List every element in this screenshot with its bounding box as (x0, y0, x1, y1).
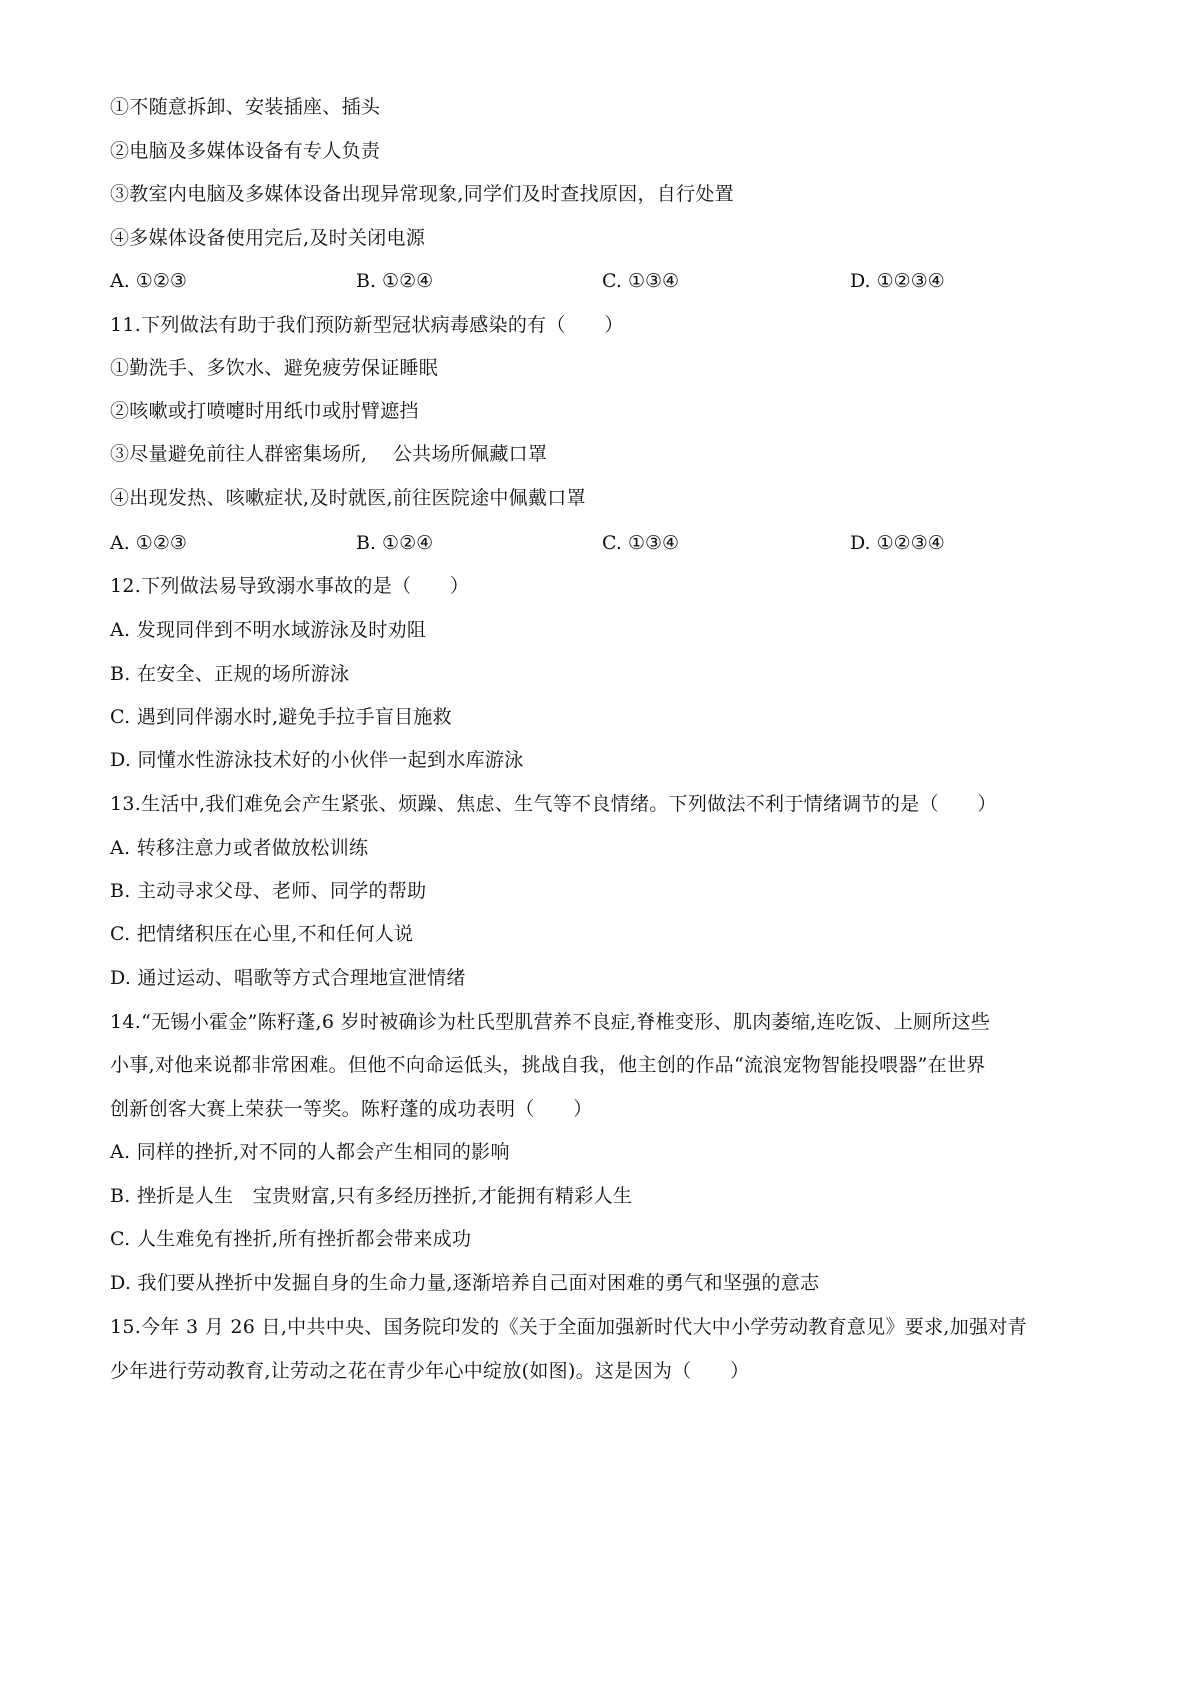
q12-option-a: A. 发现同伴到不明水域游泳及时劝阻 (110, 619, 427, 641)
q15-stem-line-1: 15.今年 3 月 26 日,中共中央、国务院印发的《关于全面加强新时代大中小学劳动教育意见》要求,加强对青 (110, 1316, 1027, 1338)
q14-option-b: B. 挫折是人生 宝贵财富,只有多经历挫折,才能拥有精彩人生 (110, 1185, 633, 1207)
q14-option-a: A. 同样的挫折,对不同的人都会产生相同的影响 (110, 1141, 510, 1163)
q10-option-d: D. ①②③④ (850, 270, 945, 292)
q14-option-c: C. 人生难免有挫折,所有挫折都会带来成功 (110, 1228, 472, 1250)
q11-option-b: B. ①②④ (356, 532, 434, 554)
q10-option-b: B. ①②④ (356, 270, 434, 292)
q15-stem-line-2: 少年进行劳动教育,让劳动之花在青少年心中绽放(如图)。这是因为（ ） (110, 1360, 750, 1382)
q11-stem: 11.下列做法有助于我们预防新型冠状病毒感染的有（ ） (110, 314, 624, 336)
q13-option-d: D. 通过运动、唱歌等方式合理地宣泄情绪 (110, 967, 466, 989)
q10-item-4: ④多媒体设备使用完后,及时关闭电源 (110, 227, 426, 249)
q14-option-d: D. 我们要从挫折中发掘自身的生命力量,逐渐培养自己面对困难的勇气和坚强的意志 (110, 1272, 820, 1294)
q10-option-a: A. ①②③ (110, 270, 187, 292)
q11-option-d: D. ①②③④ (850, 532, 945, 554)
q12-option-d: D. 同懂水性游泳技术好的小伙伴一起到水库游泳 (110, 749, 524, 771)
q11-item-4: ④出现发热、咳嗽症状,及时就医,前往医院途中佩戴口罩 (110, 487, 586, 509)
q11-option-c: C. ①③④ (602, 532, 680, 554)
q12-option-b: B. 在安全、正规的场所游泳 (110, 663, 350, 685)
q11-item-3: ③尽量避免前往人群密集场所, 公共场所佩藏口罩 (110, 443, 548, 465)
q10-item-1: ①不随意拆卸、安装插座、插头 (110, 96, 381, 118)
q11-option-a: A. ①②③ (110, 532, 187, 554)
q12-stem: 12.下列做法易导致溺水事故的是（ ） (110, 575, 470, 597)
q12-option-c: C. 遇到同伴溺水时,避免手拉手盲目施救 (110, 706, 452, 728)
q14-stem-line-3: 创新创客大赛上荣获一等奖。陈籽蓬的成功表明（ ） (110, 1098, 593, 1120)
q13-stem: 13.生活中,我们难免会产生紧张、烦躁、焦虑、生气等不良情绪。下列做法不利于情绪调节的是（ ） (110, 793, 997, 815)
q10-item-2: ②电脑及多媒体设备有专人负责 (110, 140, 381, 162)
q11-item-1: ①勤洗手、多饮水、避免疲劳保证睡眠 (110, 357, 439, 379)
q14-stem-line-2: 小事,对他来说都非常困难。但他不向命运低头，挑战自我，他主创的作品“流浪宠物智能投喂器”在世界 (110, 1054, 986, 1076)
q11-item-2: ②咳嗽或打喷嚏时用纸巾或肘臂遮挡 (110, 400, 419, 422)
q13-option-c: C. 把情绪积压在心里,不和任何人说 (110, 923, 414, 945)
q10-option-c: C. ①③④ (602, 270, 680, 292)
q13-option-b: B. 主动寻求父母、老师、同学的帮助 (110, 880, 427, 902)
q14-stem-line-1: 14.“无锡小霍金”陈籽蓬,6 岁时被确诊为杜氏型肌营养不良症,脊椎变形、肌肉萎缩,连吃饭、上厕所这些 (110, 1011, 991, 1033)
q10-item-3: ③教室内电脑及多媒体设备出现异常现象,同学们及时查找原因，自行处置 (110, 183, 734, 205)
q13-option-a: A. 转移注意力或者做放松训练 (110, 837, 369, 859)
